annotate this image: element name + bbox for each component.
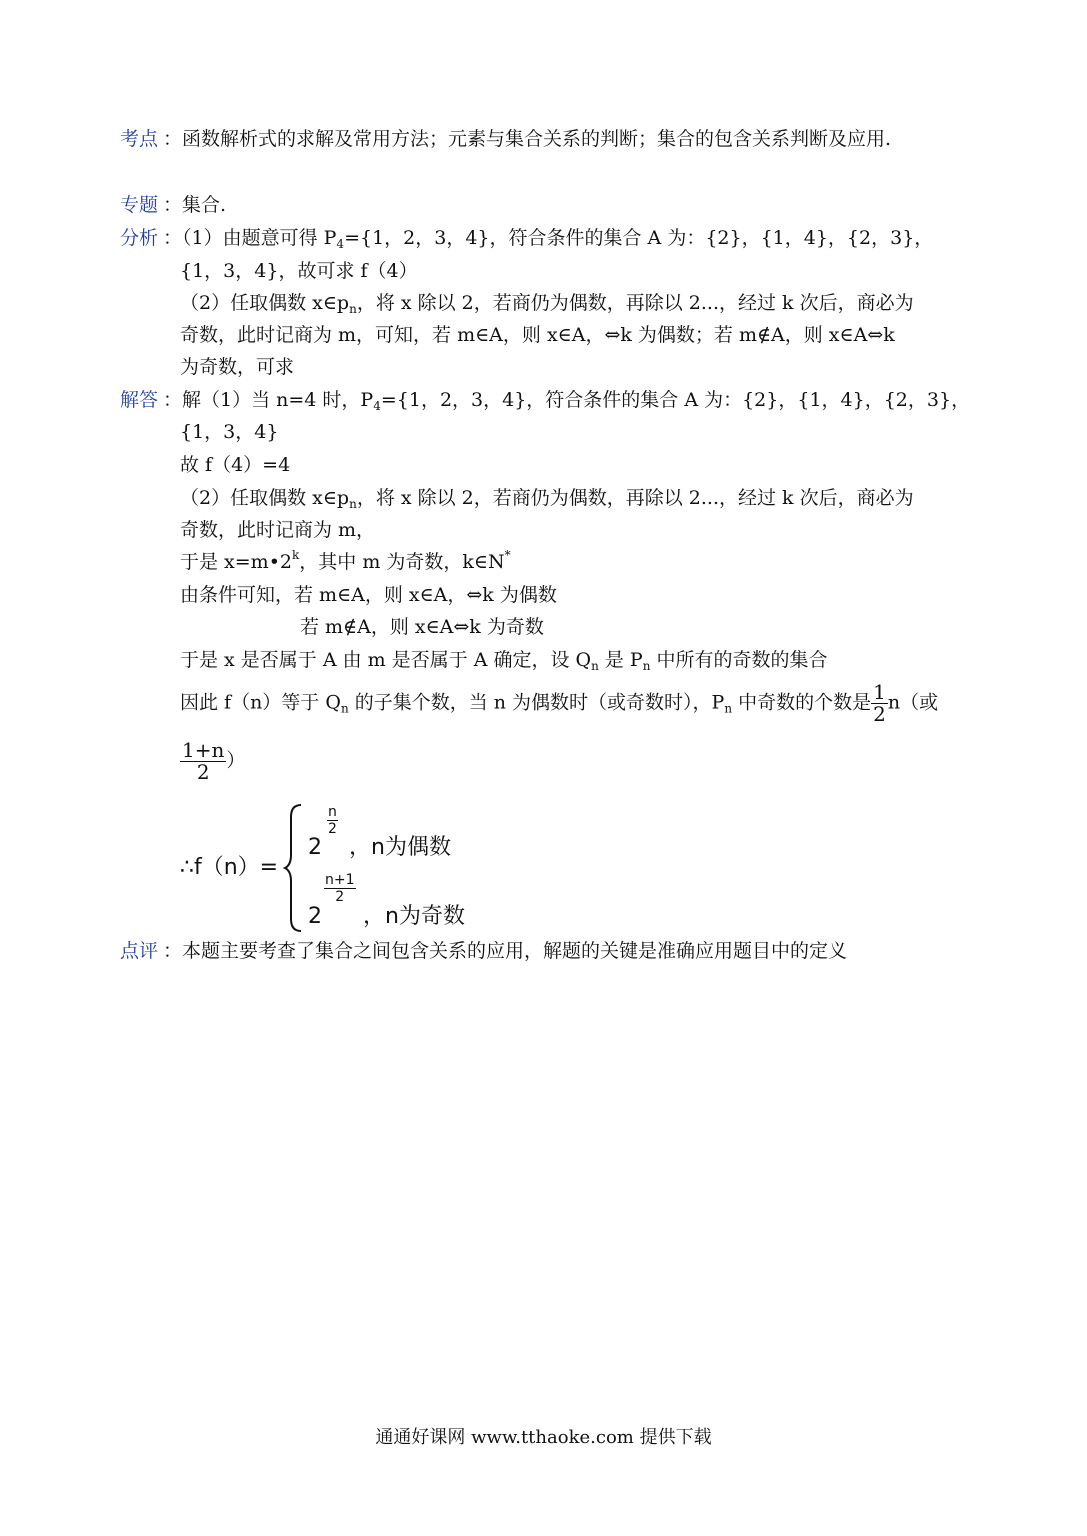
jieda-label: 解答 (120, 389, 159, 411)
piecewise-lead: ∴f（n）= (180, 855, 279, 880)
jieda-line3: 故 f（4）=4 (180, 454, 291, 476)
jieda-line10: 因此 f（n）等于 $Q_n$ 的子集个数，当 n 为偶数时（或奇数时），$P_n$ 中奇数的个数是 $\frac{1}{2}$ n（或 (180, 680, 939, 726)
fenxi-line2: {1，3，4}，故可求 f（4） (180, 260, 418, 282)
jieda-line6: 于是 $x=m•2^k$，其中 m 为奇数，k∈N* (180, 548, 511, 573)
jieda-line11: $\frac{1+n}{2}$ ） (182, 738, 246, 784)
kaodian-text: ：函数解析式的求解及常用方法；元素与集合关系的判断；集合的包含关系判断及应用. (163, 128, 892, 150)
fraction-one-half: $\frac{1}{2}$ (873, 680, 886, 726)
piecewise-brace (283, 803, 305, 933)
jieda-line7: 由条件可知，若 m∈A，则 x∈A，⇔k 为偶数 (180, 584, 557, 606)
jieda-line5: 奇数，此时记商为 m， (180, 519, 376, 541)
fenxi-label: 分析 (120, 227, 159, 249)
dianping-label: 点评 (120, 940, 159, 962)
fenxi-line4: 奇数，此时记商为 m，可知，若 m∈A，则 x∈A，⇔k 为偶数；若 m∉A，则 x∈A⇔k (180, 324, 895, 346)
jieda-line2: {1，3，4} (180, 421, 279, 443)
fenxi-line1: ：（1）由题意可得 $P_4=\{1$，2，3，4}，符合条件的集合 A 为：{2}，{1，4}，{2，3}， (163, 227, 934, 251)
piecewise-case-odd: 2 n+1 2 ，n为奇数 (308, 872, 465, 929)
fenxi-line5: 为奇数，可求 (180, 356, 295, 378)
zhuanti-label: 专题 (120, 194, 159, 216)
zhuanti-text: ：集合. (163, 194, 227, 216)
page-footer: 通通好课网 www.tthaoke.com 提供下载 (375, 1427, 712, 1448)
jieda-line8: 若 m∉A，则 x∈A⇔k 为奇数 (300, 616, 544, 638)
jieda-line1: ：解（1）当 n=4 时，$P_4=\{1$，2，3，4}，符合条件的集合 A 为：{2}，{1，4}，{2，3}， (163, 389, 971, 413)
piecewise-case-even: 2 n 2 ，n为偶数 (308, 804, 451, 860)
dianping-text: ：本题主要考查了集合之间包含关系的应用，解题的关键是准确应用题目中的定义 (163, 940, 848, 962)
jieda-line9: 于是 x 是否属于 A 由 m 是否属于 A 确定，设 $Q_n$ 是 $P_n$ 中所有的奇数的集合 (180, 649, 828, 673)
fraction-one-plus-n-over-two: $\frac{1+n}{2}$ (182, 738, 225, 784)
piece1-exponent: n 2 (327, 804, 337, 837)
piece2-exponent: n+1 2 (325, 872, 355, 905)
jieda-line4: （2）任取偶数 $x\in p_n$，将 x 除以 2，若商仍为偶数，再除以 2...，经过 k 次后，商必为 (180, 487, 914, 511)
fenxi-line3: （2）任取偶数 $x\in p_n$，将 x 除以 2，若商仍为偶数，再除以 2...，经过 k 次后，商必为 (180, 292, 914, 316)
kaodian-label: 考点 (120, 128, 159, 150)
